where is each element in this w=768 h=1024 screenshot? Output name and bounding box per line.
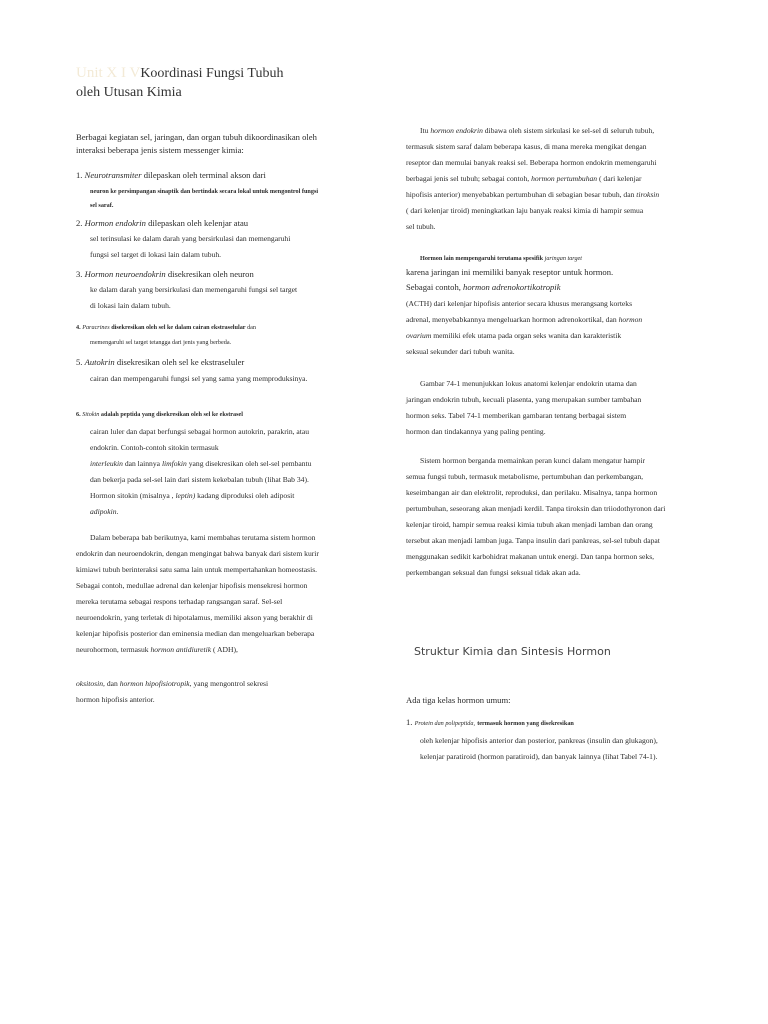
list-item-6-line: interleukin dan lainnya limfokin yang disekresikan oleh sel-sel pembantu <box>90 459 312 468</box>
list-item-3-line: ke dalam darah yang bersirkulasi dan memengaruhi fungsi sel target <box>90 285 298 294</box>
list-item-1-line: sel saraf. <box>90 202 114 209</box>
left-column <box>76 131 319 706</box>
paragraph-line: Itu hormon endokrin dibawa oleh sistem sirkulasi ke sel-sel di seluruh tubuh, <box>420 126 655 135</box>
paragraph-line: Sebagai contoh, medullae adrenal dan kelenjar hipofisis mensekresi hormon <box>76 581 308 590</box>
paragraph-line: hipofisis anterior) menyebabkan pertumbuhan di sebagian besar tubuh, dan tiroksin <box>406 190 660 199</box>
paragraph-line: termasuk sistem saraf dalam beberapa kasus, di mana mereka mengikat dengan <box>406 142 647 151</box>
unit-label: Unit X I V <box>76 65 141 81</box>
list-item-6-line: cairan luler dan dapat berfungsi sebagai hormon autokrin, parakrin, atau <box>90 427 310 436</box>
list-item-4-line: memengaruhi sel target tetangga dari jenis yang berbeda. <box>90 339 232 346</box>
list-item-4: 4. Paracrines disekresikan oleh sel ke dalam cairan ekstraselular dan <box>76 324 257 331</box>
list-item-1-line: neuron ke persimpangan sinaptik dan bertindak secara lokal untuk mengontrol fungsi <box>90 188 319 195</box>
intro-line: Berbagai kegiatan sel, jaringan, dan organ tubuh dikoordinasikan oleh <box>76 132 317 142</box>
paragraph-line: perkembangan seksual dan fungsi seksual tidak akan ada. <box>406 568 581 577</box>
list-item-2-line: fungsi sel target di lokasi lain dalam tubuh. <box>90 250 222 259</box>
paragraph-line: kimiawi tubuh berinteraksi satu sama lain untuk mempertahankan homeostasis. <box>76 565 318 574</box>
paragraph-line: Hormon lain mempengaruhi terutama spesifik jaringan target <box>420 255 583 262</box>
list-item-6-line: Hormon sitokin (misalnya , leptin) kadang diproduksi oleh adiposit <box>90 491 295 500</box>
intro-line: interaksi beberapa jenis sistem messenger kimia: <box>76 145 244 155</box>
paragraph-line: semua fungsi tubuh, termasuk metabolisme, pertumbuhan dan perkembangan, <box>406 472 644 481</box>
right-column <box>406 125 665 579</box>
paragraph-line: pertumbuhan, seseorang akan menjadi kerdil. Tanpa tiroksin dan triiodothyronon dari <box>406 504 666 513</box>
list-item-5-line: cairan dan mempengaruhi fungsi sel yang sama yang memproduksinya. <box>90 374 308 383</box>
paragraph-line: hormon dan tindakannya yang paling penting. <box>406 427 546 436</box>
paragraph-line: Sebagai contoh, hormon adrenokortikotropik <box>406 282 561 292</box>
paragraph-line: kelenjar tiroid, hampir semua reaksi kimia tubuh akan menjadi lamban dan orang <box>406 520 653 529</box>
list-item-6: 6. Sitokin adalah peptida yang disekresikan oleh sel ke ekstrasel <box>76 411 243 418</box>
paragraph-line: neurohormon, termasuk hormon antidiuretik ( ADH), <box>76 645 238 654</box>
paragraph-line: Ada tiga kelas hormon umum: <box>406 695 511 705</box>
list-item-6-line: endokrin. Contoh-contoh sitokin termasuk <box>90 443 219 452</box>
list-item-line: kelenjar paratiroid (hormon paratiroid), dan banyak lainnya (lihat Tabel 74-1). <box>420 752 658 761</box>
paragraph-line: tersebut akan menjadi lamban juga. Tanpa insulin dari pankreas, sel-sel tubuh dapat <box>406 536 660 545</box>
section-heading: Struktur Kimia dan Sintesis Hormon <box>414 645 611 658</box>
list-item-5: 5. Autokrin disekresikan oleh sel ke ekstraseluler <box>76 357 245 367</box>
paragraph-line: neuroendokrin, yang terletak di hipotalamus, memiliki akson yang berakhir di <box>76 613 313 622</box>
paragraph-line: oksitosin, dan hormon hipofisiotropik, yang mengontrol sekresi <box>76 679 269 688</box>
paragraph-line: hormon hipofisis anterior. <box>76 695 155 704</box>
paragraph-line: keseimbangan air dan elektrolit, reproduksi, dan perilaku. Misalnya, tanpa hormon <box>406 488 658 497</box>
paragraph-line: hormon seks. Tabel 74-1 memberikan gambaran tentang berbagai sistem <box>406 411 627 420</box>
paragraph-line: karena jaringan ini memiliki banyak reseptor untuk hormon. <box>406 267 614 277</box>
list-item-3-line: di lokasi lain dalam tubuh. <box>90 301 171 310</box>
list-item-1: 1. Neurotransmiter dilepaskan oleh terminal akson dari <box>76 170 266 180</box>
paragraph-line: sel tubuh. <box>406 222 436 231</box>
paragraph-line: menggunakan sedikit karbohidrat makanan untuk energi. Dan tanpa hormon seks, <box>406 552 655 561</box>
paragraph-line: adrenal, menyebabkannya mengeluarkan hormon adrenokortikal, dan hormon <box>406 315 643 324</box>
page-title <box>76 64 283 102</box>
list-item-line: oleh kelenjar hipofisis anterior dan posterior, pankreas (insulin dan glukagon), <box>420 736 658 745</box>
title-line-1: Koordinasi Fungsi Tubuh <box>140 66 284 81</box>
title-line-2: oleh Utusan Kimia <box>76 85 182 100</box>
paragraph-line: jaringan endokrin tubuh, kecuali plasenta, yang merupakan sumber tambahan <box>406 395 642 404</box>
list-item-6-line: adipokin. <box>90 507 119 516</box>
list-item-2: 2. Hormon endokrin dilepaskan oleh kelenjar atau <box>76 218 249 228</box>
list-item-2-line: sel terinsulasi ke dalam darah yang bersirkulasi dan memengaruhi <box>90 234 291 243</box>
right-column-lower <box>406 694 658 763</box>
paragraph-line: Sistem hormon berganda memainkan peran kunci dalam mengatur hampir <box>420 456 646 465</box>
paragraph-line: endokrin dan neuroendokrin, dengan mengingat bahwa banyak dari sistem kurir <box>76 549 319 558</box>
paragraph-line: seksual sekunder dari tubuh wanita. <box>406 347 515 356</box>
paragraph-line: reseptor dan memulai banyak reaksi sel. Beberapa hormon endokrin memengaruhi <box>406 158 657 167</box>
paragraph-line: kelenjar hipofisis posterior dan eminensia median dan mengeluarkan beberapa <box>76 629 315 638</box>
paragraph-line: Gambar 74-1 menunjukkan lokus anatomi kelenjar endokrin utama dan <box>420 379 637 388</box>
paragraph-line: ovarium memiliki efek utama pada organ seks wanita dan karakteristik <box>406 331 622 340</box>
paragraph-line: (ACTH) dari kelenjar hipofisis anterior secara khusus merangsang korteks <box>406 299 633 308</box>
list-item-classes-1: 1. Protein dan polipeptida, termasuk hormon yang disekresikan <box>406 717 574 727</box>
list-item-3: 3. Hormon neuroendokrin disekresikan oleh neuron <box>76 269 254 279</box>
list-item-6-line: dan bekerja pada sel-sel lain dari sistem kekebalan tubuh (lihat Bab 34). <box>90 475 309 484</box>
paragraph-line: berbagai jenis sel tubuh; sebagai contoh, hormon pertumbuhan ( dari kelenjar <box>406 174 642 183</box>
paragraph-line: mereka terutama sebagai respons terhadap rangsangan saraf. Sel-sel <box>76 597 283 606</box>
paragraph-line: ( dari kelenjar tiroid) meningkatkan laju banyak reaksi kimia di hampir semua <box>406 206 644 215</box>
paragraph-line: Dalam beberapa bab berikutnya, kami membahas terutama sistem hormon <box>90 533 316 542</box>
